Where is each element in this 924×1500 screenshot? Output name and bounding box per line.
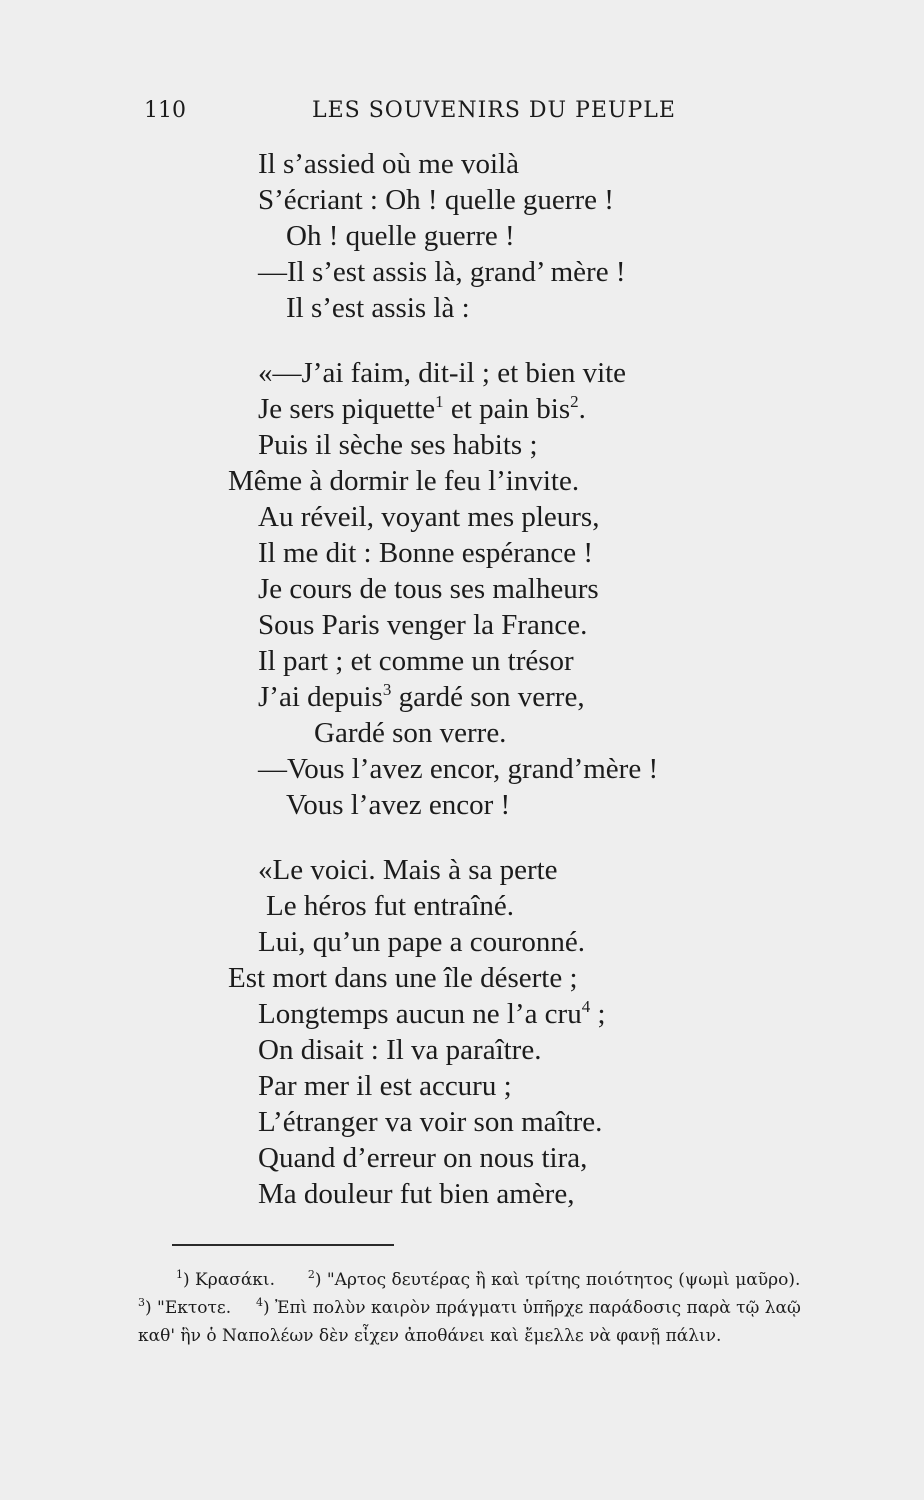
verse-line: Lui, qu’un pape a couronné. [258, 926, 585, 958]
verse-text: Longtemps aucun ne l’a cru [258, 998, 582, 1030]
verse-line: Il s’est assis là : [286, 292, 470, 324]
page-number: 110 [144, 98, 186, 123]
footnote-text: ) "Αρτος δευτέρας ἢ καὶ τρίτης ποιότητος (ψωμὶ μαῦρο). [314, 1270, 801, 1290]
verse-line [258, 996, 606, 1032]
verse-line: On disait : Il va paraître. [258, 1034, 542, 1066]
running-title: LES SOUVENIRS DU PEUPLE [312, 98, 676, 123]
verse-line: Est mort dans une île déserte ; [228, 962, 578, 994]
verse-line [258, 391, 586, 427]
footnote-line: καθ' ἣν ὁ Ναπολέων δὲν εἶχεν ἀποθάνει καὶ ἔμελλε νὰ φανῇ πάλιν. [138, 1326, 722, 1346]
verse-line: S’écriant : Oh ! quelle guerre ! [258, 184, 614, 216]
verse-line: Au réveil, voyant mes pleurs, [258, 501, 600, 533]
verse-line: Gardé son verre. [314, 717, 507, 749]
verse-line: Quand d’erreur on nous tira, [258, 1142, 588, 1174]
verse-line: —Vous l’avez encor, grand’mère ! [258, 753, 659, 785]
footnote-number: 1 [176, 1268, 183, 1281]
footnote-line [138, 1296, 801, 1320]
footnote-text: ) Ἐπὶ πολὺν καιρὸν πράγματι ὑπῆρχε παράδοσις παρὰ τῷ λαῷ [262, 1298, 801, 1318]
verse-line [258, 679, 585, 715]
footnote-number: 2 [307, 1268, 315, 1281]
footnote-marker: 3 [382, 680, 392, 699]
verse-line: Puis il sèche ses habits ; [258, 429, 538, 461]
verse-text: et pain bis [443, 393, 571, 425]
verse-text: . [578, 393, 586, 425]
verse-line: Même à dormir le feu l’invite. [228, 465, 580, 497]
verse-text: ; [590, 998, 606, 1030]
footnote-marker: 4 [581, 997, 591, 1016]
verse-line: «—J’ai faim, dit-il ; et bien vite [258, 357, 627, 389]
verse-line: Par mer il est accuru ; [258, 1070, 512, 1102]
footnote-line [176, 1268, 800, 1292]
footnote-number: 3 [138, 1296, 145, 1309]
footnote-text: ) "Εκτοτε. [145, 1298, 232, 1318]
verse-line: Ma douleur fut bien amère, [258, 1178, 575, 1210]
verse-line: «Le voici. Mais à sa perte [258, 854, 558, 886]
footnote-number: 4 [255, 1296, 263, 1309]
verse-text: Je sers piquette [258, 393, 436, 425]
verse-line: Il part ; et comme un trésor [258, 645, 574, 677]
footnote-text: ) Κρασάκι. [183, 1270, 275, 1290]
verse-line: Le héros fut entraîné. [266, 890, 515, 922]
verse-line: —Il s’est assis là, grand’ mère ! [258, 256, 626, 288]
verse-line: Il me dit : Bonne espérance ! [258, 537, 593, 569]
footnote-marker: 1 [435, 392, 444, 411]
verse-text: gardé son verre, [391, 681, 585, 713]
verse-line: Vous l’avez encor ! [286, 789, 511, 821]
footnote-marker: 2 [570, 392, 579, 411]
verse-line: Je cours de tous ses malheurs [258, 573, 599, 605]
verse-line: Il s’assied où me voilà [258, 148, 519, 180]
footnote-divider [172, 1244, 394, 1246]
verse-line: Sous Paris venger la France. [258, 609, 588, 641]
verse-line: Oh ! quelle guerre ! [286, 220, 515, 252]
verse-text: J’ai depuis [258, 681, 383, 713]
verse-line: L’étranger va voir son maître. [258, 1106, 603, 1138]
